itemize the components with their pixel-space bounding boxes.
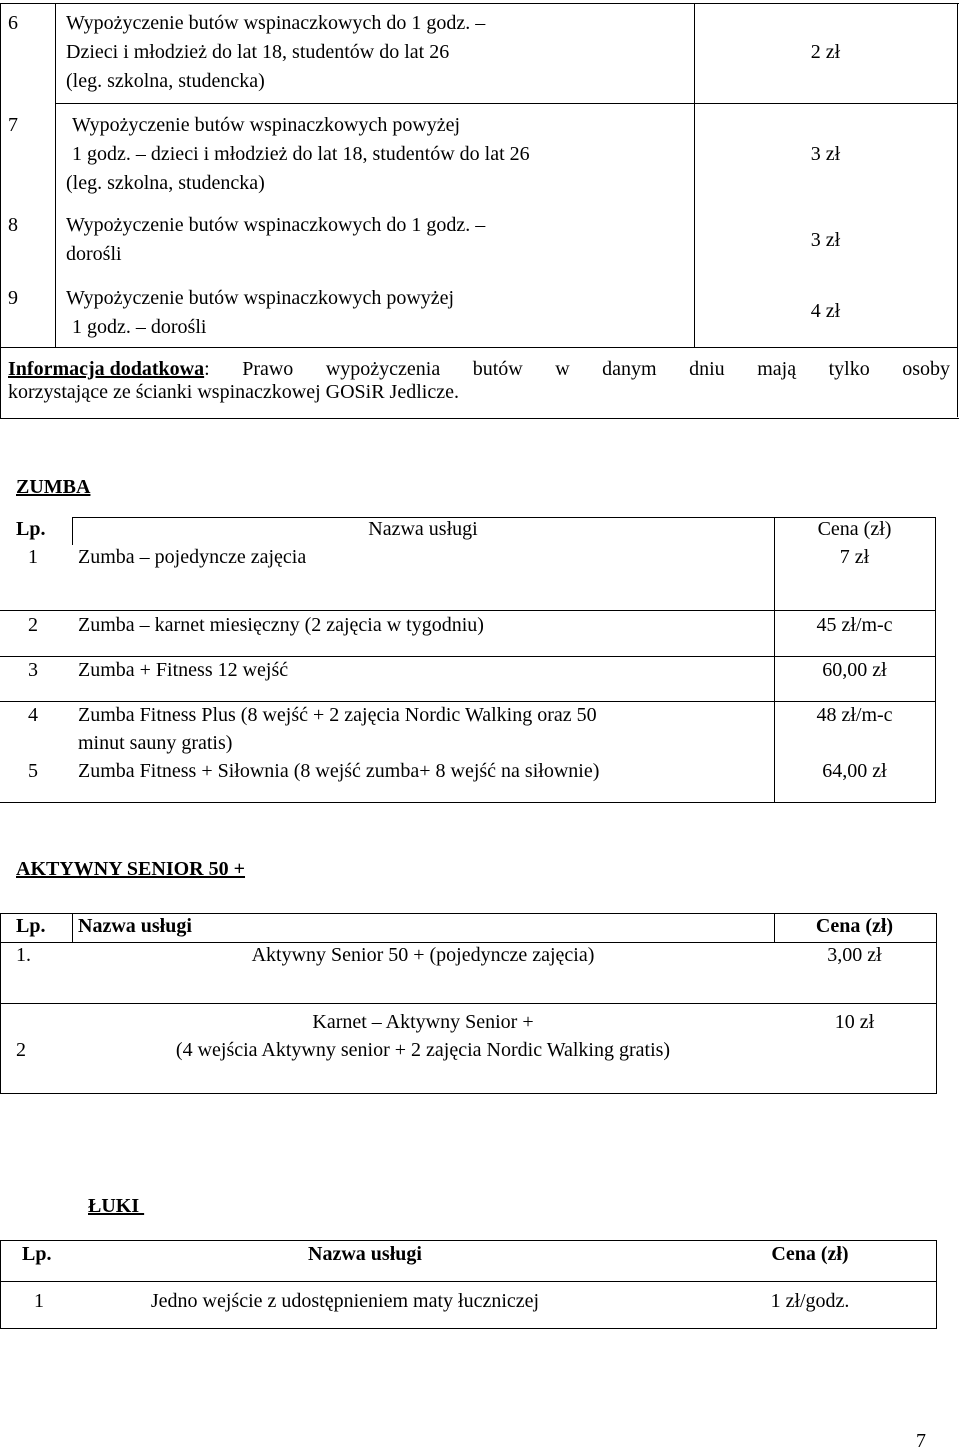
luki-col-lp: Lp. — [22, 1243, 52, 1265]
boots-divider-right — [957, 3, 958, 417]
senior-row-price: 3,00 zł — [827, 944, 882, 966]
zumba-row-num: 2 — [28, 614, 38, 636]
luki-row-price: 1 zł/godz. — [770, 1290, 850, 1312]
boots-row-desc-line: Wypożyczenie butów wspinaczkowych do 1 godz. – — [66, 12, 486, 34]
senior-row-name: Karnet – Aktywny Senior + — [312, 1011, 534, 1033]
page-number: 7 — [916, 1430, 926, 1452]
boots-row-num: 6 — [8, 12, 18, 34]
senior-row-name-2: (4 wejścia Aktywny senior + 2 zajęcia Nordic Walking gratis) — [175, 1039, 671, 1061]
boots-row-desc-line: Wypożyczenie butów wspinaczkowych powyżej — [72, 114, 461, 136]
boots-row-price: 3 zł — [810, 143, 841, 165]
boots-row-desc-line: Wypożyczenie butów wspinaczkowych powyżej — [66, 287, 455, 309]
zumba-row-num: 5 — [28, 760, 38, 782]
boots-info-label: Informacja dodatkowa — [8, 358, 205, 380]
luki-col-name: Nazwa usługi — [308, 1243, 422, 1265]
senior-col-price: Cena (zł) — [815, 915, 894, 937]
zumba-row-price: 7 zł — [839, 546, 870, 568]
zumba-row-name: Zumba Fitness Plus (8 wejść + 2 zajęcia Nordic Walking oraz 50 — [78, 704, 597, 726]
zumba-row-name: Zumba + Fitness 12 wejść — [78, 659, 289, 681]
zumba-row-name: Zumba – karnet miesięczny (2 zajęcia w tygodniu) — [78, 614, 484, 636]
zumba-col-price: Cena (zł) — [817, 518, 892, 540]
senior-row-name: Aktywny Senior 50 + (pojedyncze zajęcia) — [251, 944, 595, 966]
zumba-row-price: 48 zł/m-c — [816, 704, 893, 726]
zumba-heading: ZUMBA — [16, 476, 91, 498]
senior-col-lp: Lp. — [16, 915, 46, 937]
senior-col-name: Nazwa usługi — [78, 915, 192, 937]
zumba-row-num: 1 — [28, 546, 38, 568]
boots-info — [8, 358, 950, 404]
boots-row-price: 2 zł — [810, 41, 841, 63]
boots-rowline-1 — [55, 103, 958, 104]
boots-row-price: 3 zł — [810, 229, 841, 251]
zumba-col-lp: Lp. — [16, 518, 46, 540]
boots-table — [0, 3, 959, 419]
luki-row-name: Jedno wejście z udostępnieniem maty łuczniczej — [150, 1290, 540, 1312]
boots-row-desc-line: Wypożyczenie butów wspinaczkowych do 1 godz. – — [66, 214, 486, 236]
luki-row-num: 1 — [34, 1290, 44, 1312]
luki-heading: ŁUKI — [88, 1195, 145, 1217]
zumba-col-name: Nazwa usługi — [368, 518, 478, 540]
boots-info-text: : Prawo wypożyczenia butów w danym dniu mają tylko osoby — [204, 358, 950, 380]
zumba-row-num: 3 — [28, 659, 38, 681]
boots-rowline-info — [0, 347, 958, 348]
boots-row-desc-line: (leg. szkolna, studencka) — [66, 70, 265, 92]
senior-row-num: 2 — [16, 1039, 26, 1061]
zumba-row-name: Zumba Fitness + Siłownia (8 wejść zumba+ 8 wejść na siłownie) — [78, 760, 600, 782]
luki-col-price: Cena (zł) — [771, 1243, 849, 1265]
senior-heading: AKTYWNY SENIOR 50 + — [16, 858, 246, 880]
zumba-row-name: Zumba – pojedyncze zajęcia — [78, 546, 307, 568]
senior-row-price: 10 zł — [834, 1011, 875, 1033]
boots-row-desc-line: Dzieci i młodzież do lat 18, studentów do lat 26 — [66, 41, 450, 63]
zumba-row-num: 4 — [28, 704, 38, 726]
boots-row-num: 7 — [8, 114, 18, 136]
boots-row-desc-line: 1 godz. – dorośli — [72, 316, 207, 338]
boots-row-num: 8 — [8, 214, 18, 236]
boots-info-text-2: korzystające ze ścianki wspinaczkowej GOSiR Jedlicze. — [8, 381, 459, 403]
zumba-row-price: 64,00 zł — [822, 760, 887, 782]
zumba-row-name-2: minut sauny gratis) — [78, 732, 233, 754]
senior-row-num: 1. — [16, 944, 31, 966]
zumba-row-price: 45 zł/m-c — [816, 614, 893, 636]
boots-row-num: 9 — [8, 287, 18, 309]
boots-divider-num — [55, 3, 56, 347]
boots-row-desc-line: dorośli — [66, 243, 122, 265]
boots-row-desc-line: (leg. szkolna, studencka) — [66, 172, 265, 194]
boots-row-price: 4 zł — [810, 300, 841, 322]
zumba-row-price: 60,00 zł — [822, 659, 887, 681]
boots-row-desc-line: 1 godz. – dzieci i młodzież do lat 18, studentów do lat 26 — [72, 143, 530, 165]
